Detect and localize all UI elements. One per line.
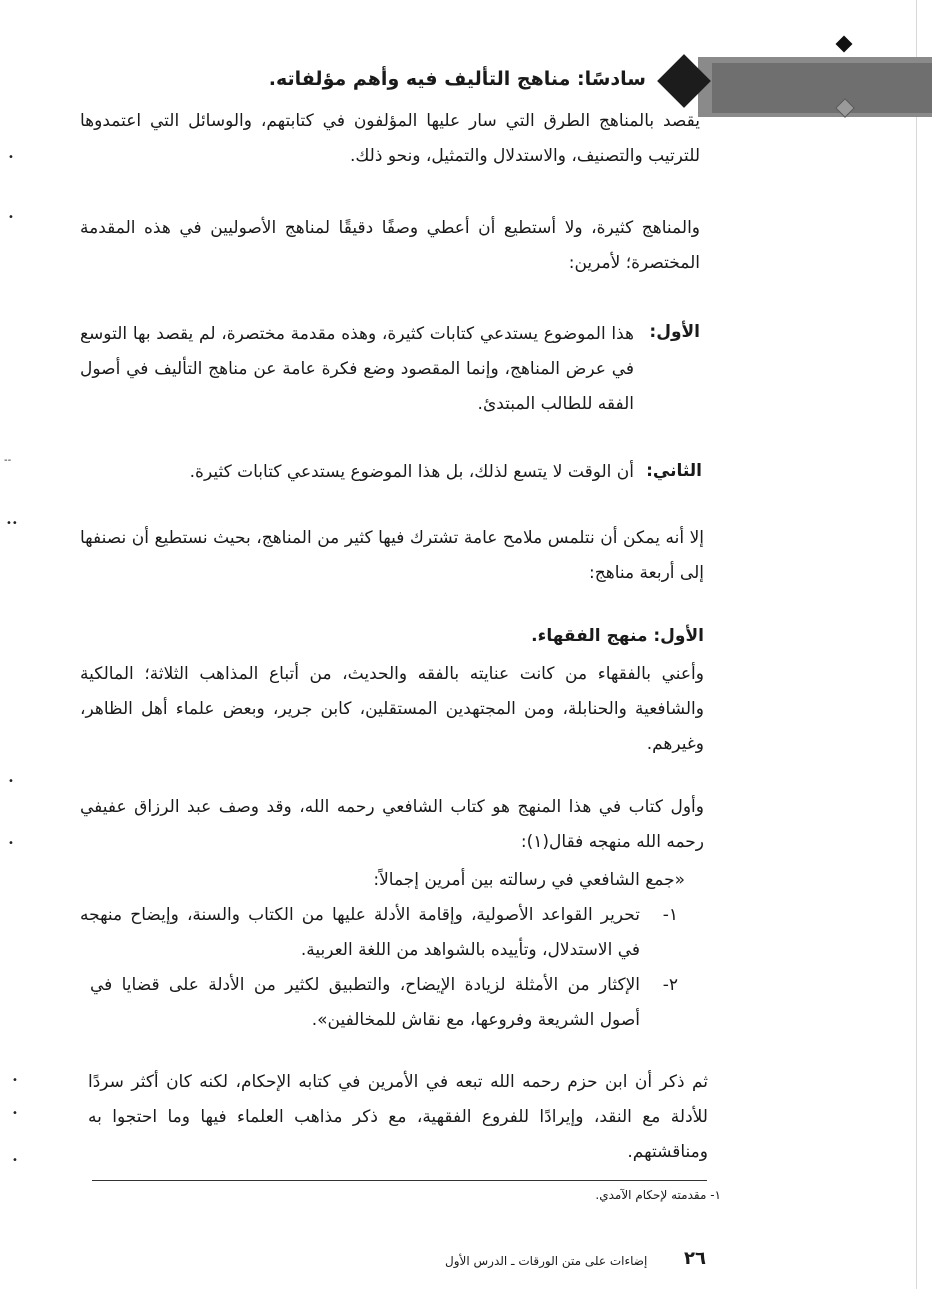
margin-speck: • [12, 1075, 18, 1086]
running-title: إضاءات على متن الورقات ـ الدرس الأول [445, 1254, 648, 1268]
first-book-paragraph: وأول كتاب في هذا المنهج هو كتاب الشافعي رحمه الله، وقد وصف عبد الرزاق عفيفي رحمه الله منهجه فقال(١): [80, 797, 704, 852]
item-1-number: ١- [662, 905, 678, 925]
first-reason-label: الأول: [649, 322, 700, 342]
page-fold-line [916, 0, 917, 1289]
item-2-text: الإكثار من الأمثلة لزيادة الإيضاح، والتطبيق لكثير من الأدلة على قضايا في أصول الشريعة وفروعها، مع نقاش للمخالفين». [90, 975, 640, 1030]
footnote: ١- مقدمته لإحكام الآمدي. [595, 1188, 721, 1202]
margin-speck: • [8, 152, 14, 163]
item-2-number: ٢- [662, 975, 678, 995]
margin-speck: • [8, 776, 14, 787]
item-1-text: تحرير القواعد الأصولية، وإقامة الأدلة عليها من الكتاب والسنة، وإيضاح منهجه في الاستدلال، وتأييده بالشواهد من اللغة العربية. [80, 905, 640, 960]
margin-speck: •• [6, 518, 18, 529]
intro-paragraph: يقصد بالمناهج الطرق التي سار عليها المؤلفون في كتابتهم، والوسائل التي اعتمدوها للترتيب والتصنيف، والاستدلال والتمثيل، ونحو ذلك. [80, 111, 700, 166]
quote-intro: «جمع الشافعي في رسالته بين أمرين إجمالاً: [373, 870, 685, 890]
margin-speck: • [8, 212, 14, 223]
section-heading: سادسًا: مناهج التأليف فيه وأهم مؤلفاته. [268, 68, 646, 90]
many-methods-paragraph: والمناهج كثيرة، ولا أستطيع أن أعطي وصفًا دقيقًا لمناهج الأصوليين في هذه المقدمة المختصرة؛ لأمرين: [80, 218, 700, 273]
four-methods-paragraph: إلا أنه يمكن أن نتلمس ملامح عامة تشترك فيها كثير من المناهج، بحيث نستطيع أن نصنفها إلى أربعة مناهج: [80, 528, 704, 583]
margin-speck: • [12, 1155, 18, 1166]
first-reason-text: هذا الموضوع يستدعي كتابات كثيرة، وهذه مقدمة مختصرة، لم يقصد بها التوسع في عرض المناهج، وإنما المقصود وضع فكرة عامة عن مناهج التأليف في أصول الفقه للطالب المبتدئ. [80, 324, 634, 414]
footnote-separator [92, 1180, 707, 1181]
page-number: ٢٦ [684, 1248, 706, 1269]
fuqaha-method-heading: الأول: منهج الفقهاء. [531, 626, 704, 646]
fuqaha-paragraph: وأعني بالفقهاء من كانت عنايته بالفقه والحديث، من أتباع المذاهب الثلاثة؛ المالكية والشافعية والحنابلة، ومن المجتهدين المستقلين، كابن جرير، وبعض علماء أهل الظاهر، وغيرهم. [80, 664, 704, 754]
ibn-hazm-paragraph: ثم ذكر أن ابن حزم رحمه الله تبعه في الأمرين في كتابه الإحكام، لكنه كان أكثر سردًا للأدلة مع النقد، وإيرادًا للفروع الفقهية، مع ذكر مذاهب العلماء فيها وما احتجوا به ومناقشتهم. [88, 1072, 708, 1162]
margin-speck: • [12, 1108, 18, 1119]
diamond-top-icon [836, 36, 853, 53]
margin-speck: • [8, 838, 14, 849]
margin-speck: ‐‐ [4, 455, 12, 466]
second-reason-text: أن الوقت لا يتسع لذلك، بل هذا الموضوع يستدعي كتابات كثيرة. [189, 462, 634, 482]
second-reason-label: الثاني: [646, 461, 702, 481]
binding-strip-inner [712, 63, 932, 113]
